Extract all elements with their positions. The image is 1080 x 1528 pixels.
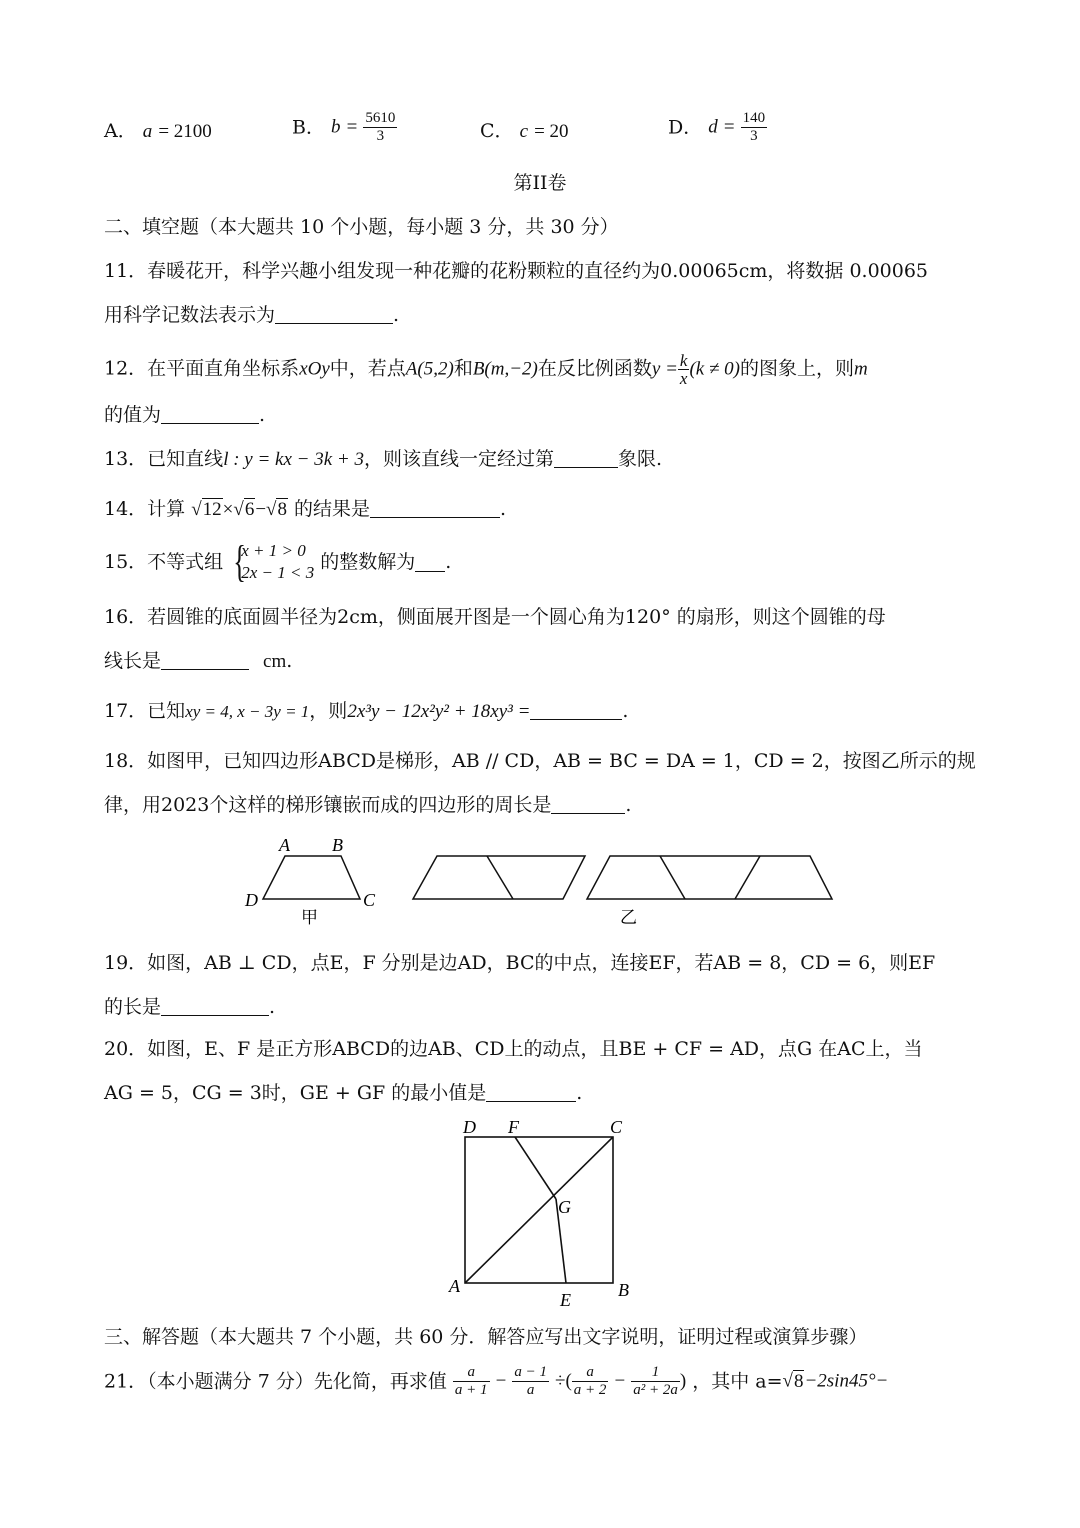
q19-line1: 19．如图，AB ⊥ CD，点E，F 分别是边AD，BC的中点，连接EF，若AB = 8，CD = 6，则EF — [104, 952, 936, 974]
q21-frac-4: $\frac{1}{\text{a² + 2a}}$ — [633, 1364, 678, 1398]
q17-line: 17．已知xy = 4, x − 3y = 1，则2x³y − 12x²y² + 18xy³ = . — [104, 700, 629, 722]
trapezoid-jia — [263, 856, 360, 899]
fig20-label-d: D — [463, 1117, 476, 1137]
q18-answer-blank[interactable] — [551, 795, 625, 814]
q21-line: 21．（本小题满分 7 分）先化简，再求值 $\frac{a}{a + 1}$ − $\frac{a - 1}{a}$ ÷( $\frac{a}{a + 2}$ − $\frac{1}{\text{a² + 2a}}$ ) ，其中 a=√8−2sin45°− — [104, 1364, 889, 1398]
q21-frac-2: $\frac{a - 1}{a}$ — [514, 1364, 547, 1398]
q21-frac-3: $\frac{a}{a + 2}$ — [573, 1364, 607, 1398]
brace-icon: { — [233, 537, 247, 586]
q16-line2: 线长是 cm. — [104, 650, 293, 672]
q15-answer-blank[interactable] — [415, 553, 445, 572]
fig18-label-d: D — [245, 890, 258, 910]
q11-answer-blank[interactable] — [275, 305, 393, 324]
q11-line1: 11．春暖花开，科学兴趣小组发现一种花瓣的花粉颗粒的直径约为0.00065cm，将数据 0.00065 — [104, 260, 929, 282]
q20-line2: AG = 5，CG = 3时，GE + GF 的最小值是 . — [104, 1082, 583, 1104]
fig20-label-g: G — [558, 1197, 571, 1217]
q19-answer-blank[interactable] — [161, 997, 269, 1016]
section3-heading: 三、解答题（本大题共 7 个小题，共 60 分．解答应写出文字说明，证明过程或演算步骤） — [104, 1326, 868, 1348]
q11-line2: 用科学记数法表示为 . — [104, 304, 400, 326]
tessellation-3-divider-2 — [735, 856, 760, 899]
q21-sqrt-8: √8 — [782, 1370, 804, 1392]
q20-answer-blank[interactable] — [486, 1083, 576, 1102]
fig18-label-a: A — [279, 835, 290, 855]
option-c[interactable]: C． c = 20 — [480, 120, 569, 142]
tessellation-2-divider — [487, 856, 513, 899]
option-b[interactable]: B． b = $\frac{5610}{3}$ — [292, 110, 396, 144]
option-a[interactable]: A． a = 2100 — [104, 120, 212, 142]
sqrt-8: √8 — [266, 499, 287, 520]
fig18-label-b: B — [332, 835, 343, 855]
fig20-label-e: E — [560, 1290, 571, 1310]
q15-line: 15．不等式组 { x + 1 > 0 2x − 1 < 3 的整数解为 . — [104, 537, 452, 586]
q12-answer-blank[interactable] — [161, 405, 259, 424]
sqrt-12: √12 — [191, 499, 222, 520]
fig20-label-f: F — [508, 1117, 519, 1137]
volume-title: 第II卷 — [513, 172, 567, 194]
q14-answer-blank[interactable] — [370, 499, 500, 518]
q13-line: 13．已知直线l : y = kx − 3k + 3，则该直线一定经过第 象限. — [104, 448, 663, 470]
tessellation-2 — [413, 856, 585, 899]
figure-20 — [0, 1110, 1080, 1310]
segment-fg — [515, 1137, 556, 1199]
fig18-caption-jia: 甲 — [301, 908, 318, 928]
option-d-fraction: $\frac{140}{3}$ — [742, 110, 766, 144]
q14-line: 14．计算 √12×√6−√8 的结果是 . — [104, 498, 507, 520]
diagonal-ac — [465, 1137, 613, 1283]
q12-fraction: $\frac{k}{x}$ — [679, 351, 688, 388]
fig20-label-b: B — [618, 1280, 629, 1300]
tessellation-3 — [587, 856, 832, 899]
q15-inequality-system: { x + 1 > 0 2x − 1 < 3 — [233, 537, 315, 586]
q18-line2: 律，用2023个这样的梯形镶嵌而成的四边形的周长是 . — [104, 794, 632, 816]
q17-answer-blank[interactable] — [530, 701, 622, 720]
q19-line2: 的长是 . — [104, 996, 276, 1018]
q21-frac-1: $\frac{a}{a + 1}$ — [454, 1364, 488, 1398]
tessellation-3-divider-1 — [660, 856, 685, 899]
fig18-caption-yi: 乙 — [620, 908, 637, 928]
q12-line1: 12．在平面直角坐标系xOy中，若点A(5,2)和B(m,−2)在反比例函数y = $\frac{k}{x}$ (k ≠ 0)的图象上，则m — [104, 351, 868, 388]
q20-line1: 20．如图，E、F 是正方形ABCD的边AB、CD上的动点，且BE + CF = AD，点G 在AC上，当 — [104, 1038, 923, 1060]
option-d[interactable]: D． d = $\frac{140}{3}$ — [668, 110, 766, 144]
section2-heading: 二、填空题（本大题共 10 个小题，每小题 3 分，共 30 分） — [104, 216, 619, 238]
option-b-fraction: $\frac{5610}{3}$ — [365, 110, 396, 144]
q13-answer-blank[interactable] — [554, 449, 618, 468]
fig20-label-a: A — [449, 1276, 460, 1296]
fig20-label-c: C — [610, 1117, 623, 1137]
q12-line2: 的值为 . — [104, 404, 266, 426]
q16-answer-blank[interactable] — [161, 651, 249, 670]
figure-18 — [0, 830, 1080, 930]
sqrt-6: √6 — [233, 499, 255, 520]
q18-line1: 18．如图甲，已知四边形ABCD是梯形，AB // CD，AB = BC = DA = 1，CD = 2，按图乙所示的规 — [104, 750, 976, 772]
q16-line1: 16．若圆锥的底面圆半径为2cm，侧面展开图是一个圆心角为120° 的扇形，则这个圆锥的母 — [104, 606, 886, 628]
fig18-label-c: C — [363, 890, 376, 910]
